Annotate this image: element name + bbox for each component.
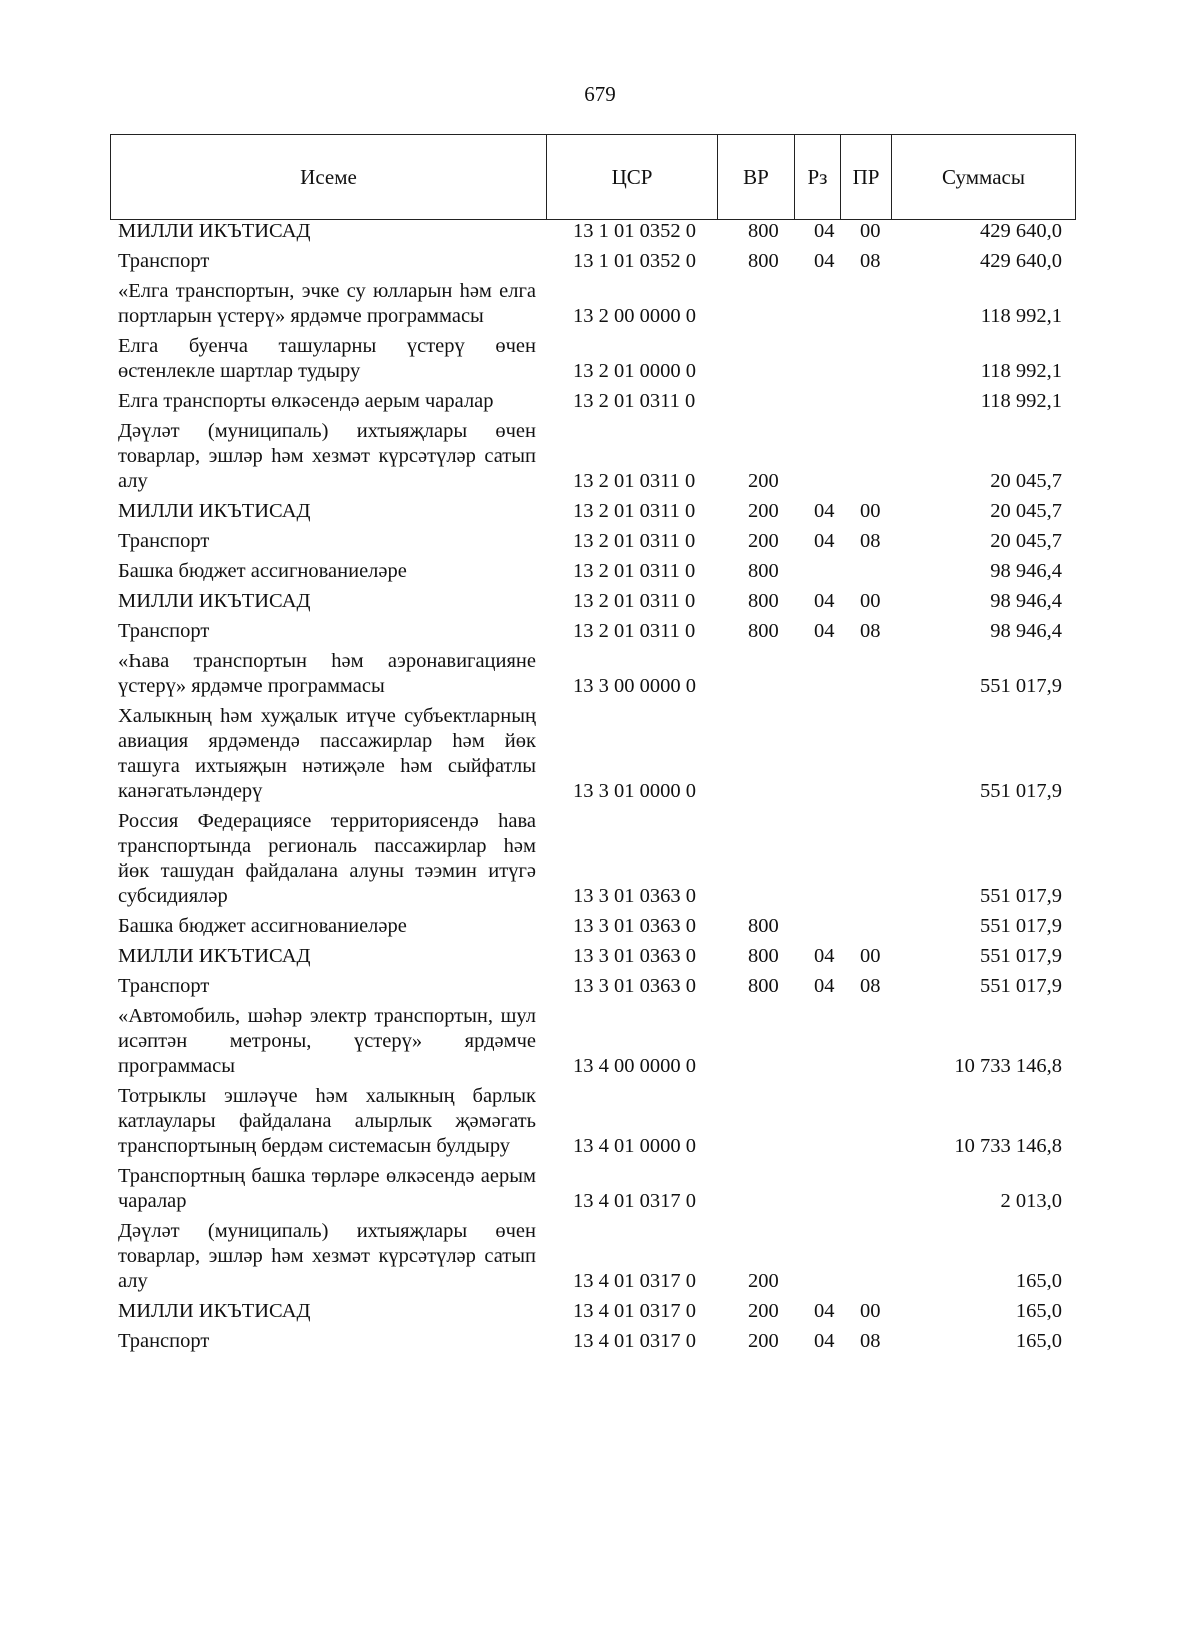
row-rz: 04 [814,530,835,552]
row-csr: 13 3 00 0000 0 [573,675,696,697]
row-csr: 13 3 01 0363 0 [573,975,696,997]
row-csr: 13 2 01 0311 0 [573,530,696,552]
row-name: Тотрыклы эшләүче һәм халыкның барлык катлаулары файдалана алырлык җәмәгать транспортының бердәм системасын булдыру [118,1085,536,1157]
row-vr: 200 [748,530,779,552]
row-name: Россия Федерациясе территориясендә һава транспортында региональ пассажирлар һәм йөк ташудан файдалана алуны тәэмин итүгә субсидияләр [118,810,536,907]
row-csr: 13 4 00 0000 0 [573,1055,696,1077]
table-row [0,914,1200,939]
table-row [0,219,1200,244]
row-name: Транспортның башка төрләре өлкәсендә аерым чаралар [118,1165,536,1212]
row-sum: 98 946,4 [990,620,1062,642]
row-rz: 04 [814,500,835,522]
row-name: Елга транспорты өлкәсендә аерым чаралар [118,390,494,412]
table-row [0,279,1200,329]
row-vr: 200 [748,1300,779,1322]
row-sum: 10 733 146,8 [954,1135,1062,1157]
row-name: Транспорт [118,620,210,642]
row-pr: 08 [860,250,881,272]
row-csr: 13 3 01 0000 0 [573,780,696,802]
row-name: Халыкның һәм хуҗалык итүче субъектларның авиация ярдәмендә пассажирлар һәм йөк ташуга ихтыяҗын нәтиҗәле һәм сыйфатлы канәгатьләндерү [118,705,536,802]
row-csr: 13 4 01 0317 0 [573,1270,696,1292]
row-sum: 98 946,4 [990,560,1062,582]
row-csr: 13 3 01 0363 0 [573,915,696,937]
row-rz: 04 [814,590,835,612]
row-name: Транспорт [118,250,210,272]
row-sum: 118 992,1 [980,390,1062,412]
row-name: Транспорт [118,530,210,552]
row-csr: 13 2 01 0311 0 [573,590,696,612]
row-sum: 98 946,4 [990,590,1062,612]
row-sum: 551 017,9 [980,675,1062,697]
row-vr: 800 [748,915,779,937]
row-sum: 165,0 [1015,1300,1062,1322]
row-vr: 800 [748,560,779,582]
row-sum: 20 045,7 [990,530,1062,552]
row-vr: 800 [748,590,779,612]
row-pr: 00 [860,1300,881,1322]
table-row [0,334,1200,384]
table-row [0,389,1200,414]
row-sum: 429 640,0 [980,220,1062,242]
row-csr: 13 2 00 0000 0 [573,305,696,327]
row-pr: 08 [860,975,881,997]
table-row [0,1004,1200,1079]
row-name: Елга буенча ташуларны үстерү өчен өстенлекле шартлар тудыру [118,335,536,382]
row-vr: 200 [748,1330,779,1352]
row-vr: 200 [748,470,779,492]
row-name: Транспорт [118,1330,210,1352]
row-name: «Һава транспортын һәм аэронавигацияне үстерү» ярдәмче программасы [118,650,536,697]
row-csr: 13 4 01 0317 0 [573,1300,696,1322]
row-csr: 13 3 01 0363 0 [573,945,696,967]
table-header [110,134,1076,220]
table-row [0,1164,1200,1214]
table-row [0,1219,1200,1294]
table-row [0,809,1200,909]
row-name: Башка бюджет ассигнованиеләре [118,560,407,582]
row-csr: 13 2 01 0311 0 [573,560,696,582]
row-name: МИЛЛИ ИКЪТИСАД [118,945,311,967]
table-row [0,1299,1200,1324]
row-csr: 13 3 01 0363 0 [573,885,696,907]
row-name: МИЛЛИ ИКЪТИСАД [118,500,311,522]
row-rz: 04 [814,620,835,642]
table-row [0,1329,1200,1354]
table-row [0,529,1200,554]
row-rz: 04 [814,220,835,242]
row-name: Дәүләт (муниципаль) ихтыяҗлары өчен товарлар, эшләр һәм хезмәт күрсәтүләр сатып алу [118,420,536,492]
row-pr: 08 [860,530,881,552]
header-pr: ПР [841,135,892,220]
row-pr: 00 [860,590,881,612]
header-rz: Рз [795,135,841,220]
table-row [0,559,1200,584]
row-vr: 200 [748,500,779,522]
row-name: Транспорт [118,975,210,997]
row-pr: 08 [860,1330,881,1352]
row-sum: 165,0 [1015,1270,1062,1292]
row-sum: 118 992,1 [980,305,1062,327]
row-name: Дәүләт (муниципаль) ихтыяҗлары өчен товарлар, эшләр һәм хезмәт күрсәтүләр сатып алу [118,1220,536,1292]
row-pr: 00 [860,500,881,522]
row-csr: 13 2 01 0311 0 [573,500,696,522]
row-vr: 200 [748,1270,779,1292]
row-name: МИЛЛИ ИКЪТИСАД [118,220,311,242]
row-name: МИЛЛИ ИКЪТИСАД [118,1300,311,1322]
table-row [0,619,1200,644]
row-csr: 13 4 01 0317 0 [573,1190,696,1212]
row-vr: 800 [748,945,779,967]
row-sum: 551 017,9 [980,780,1062,802]
row-vr: 800 [748,975,779,997]
row-rz: 04 [814,1300,835,1322]
row-pr: 08 [860,620,881,642]
row-sum: 551 017,9 [980,975,1062,997]
table-row [0,944,1200,969]
row-sum: 165,0 [1015,1330,1062,1352]
row-csr: 13 2 01 0311 0 [573,470,696,492]
row-sum: 551 017,9 [980,945,1062,967]
row-rz: 04 [814,1330,835,1352]
table-row [0,249,1200,274]
row-name: МИЛЛИ ИКЪТИСАД [118,590,311,612]
row-sum: 2 013,0 [1000,1190,1062,1212]
row-sum: 551 017,9 [980,885,1062,907]
row-name: «Автомобиль, шәһәр электр транспортын, шул исәптән метроны, үстерү» ярдәмче программасы [118,1005,536,1077]
row-sum: 20 045,7 [990,500,1062,522]
row-vr: 800 [748,220,779,242]
row-csr: 13 2 01 0000 0 [573,360,696,382]
row-sum: 20 045,7 [990,470,1062,492]
row-rz: 04 [814,945,835,967]
table-row [0,419,1200,494]
row-pr: 00 [860,945,881,967]
row-sum: 118 992,1 [980,360,1062,382]
row-vr: 800 [748,620,779,642]
row-csr: 13 4 01 0317 0 [573,1330,696,1352]
row-csr: 13 4 01 0000 0 [573,1135,696,1157]
header-vr: ВР [718,135,795,220]
table-row [0,649,1200,699]
row-vr: 800 [748,250,779,272]
page-number: 679 [584,82,616,106]
row-rz: 04 [814,975,835,997]
row-name: «Елга транспортын, эчке су юлларын һәм елга портларын үстерү» ярдәмче программасы [118,280,536,327]
table-row [0,499,1200,524]
row-csr: 13 2 01 0311 0 [573,620,696,642]
header-sum: Суммасы [892,135,1076,220]
row-sum: 551 017,9 [980,915,1062,937]
row-csr: 13 2 01 0311 0 [573,390,696,412]
row-csr: 13 1 01 0352 0 [573,220,696,242]
table-row [0,704,1200,804]
row-name: Башка бюджет ассигнованиеләре [118,915,407,937]
table-row [0,1084,1200,1159]
row-pr: 00 [860,220,881,242]
table-row [0,589,1200,614]
row-sum: 10 733 146,8 [954,1055,1062,1077]
row-csr: 13 1 01 0352 0 [573,250,696,272]
row-sum: 429 640,0 [980,250,1062,272]
row-rz: 04 [814,250,835,272]
header-csr: ЦСР [547,135,718,220]
table-row [0,974,1200,999]
table-body [0,219,1200,1359]
header-name: Исеме [111,135,547,220]
